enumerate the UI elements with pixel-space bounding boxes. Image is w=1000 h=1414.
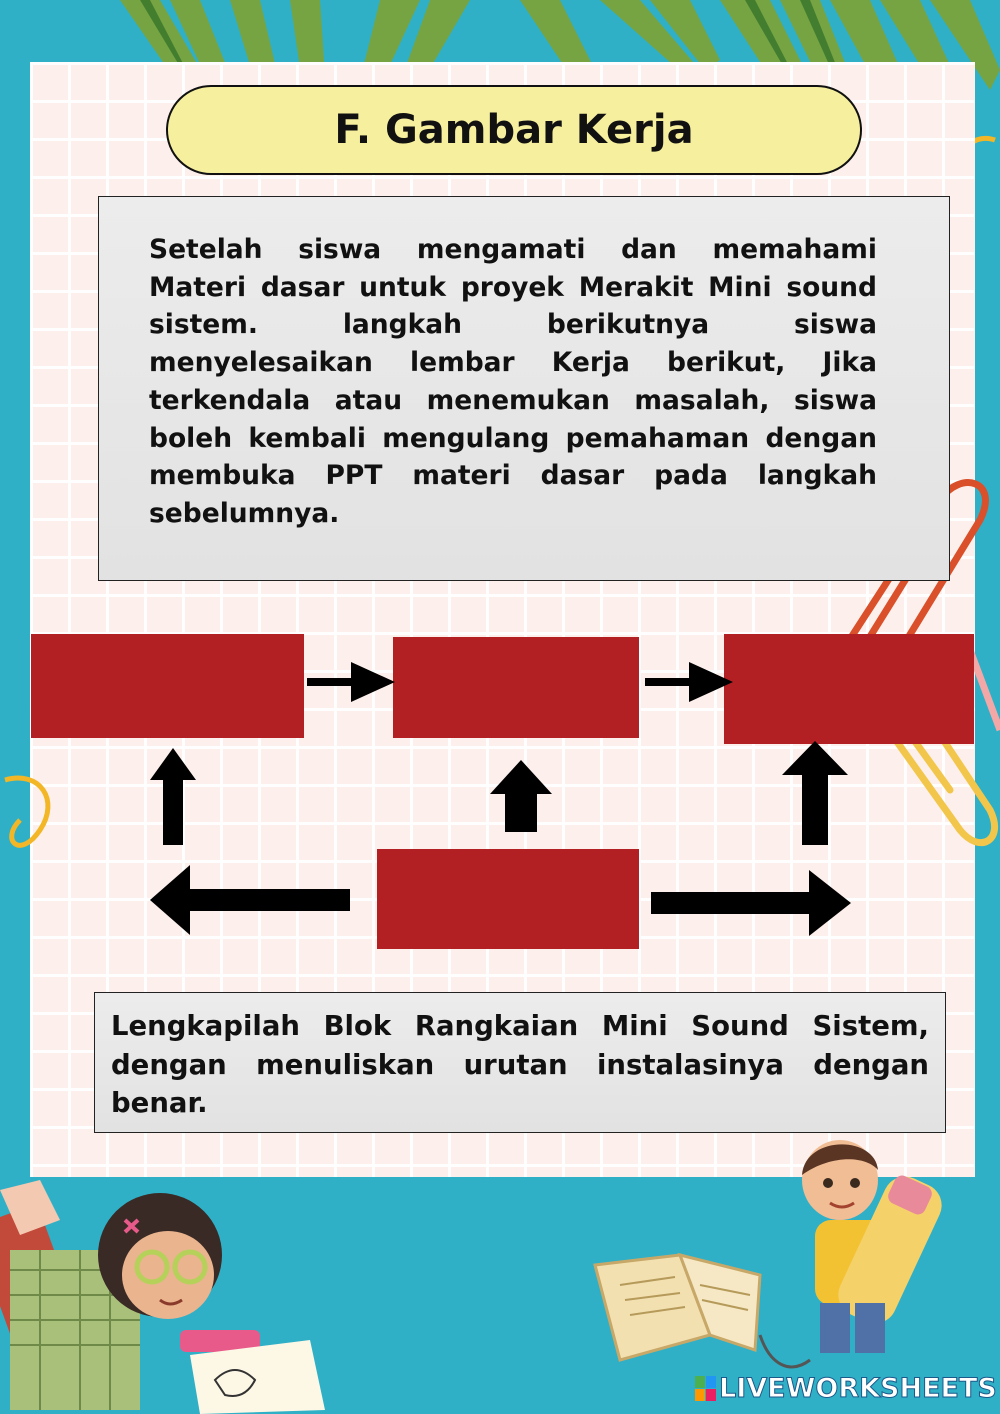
boy-pencil-illustration: [590, 1135, 990, 1375]
block-power[interactable]: [377, 849, 639, 949]
brand-logo: [695, 1373, 997, 1404]
arrow-right-3-icon: [651, 870, 851, 936]
liveworksheets-logo-icon: [695, 1376, 717, 1402]
block-input[interactable]: [31, 634, 304, 738]
page-title: F. Gambar Kerja: [334, 107, 694, 153]
arrow-right-1-icon: [307, 658, 397, 708]
block-process[interactable]: [393, 637, 639, 738]
instruction-box: [94, 992, 946, 1133]
intro-box: [98, 196, 950, 581]
instruction-text: Lengkapilah Blok Rangkaian Mini Sound Sistem, dengan menuliskan urutan instalasinya dengan benar.: [111, 1010, 929, 1119]
arrow-left-icon: [150, 865, 350, 935]
girl-drawing-illustration: [0, 1180, 330, 1414]
brand-text: LIVEWORKSHEETS: [719, 1373, 997, 1404]
arrow-right-2-icon: [645, 658, 735, 708]
title-pill: [166, 85, 862, 175]
arrow-up-right-icon: [780, 741, 850, 845]
squiggle-left-decoration: [0, 760, 70, 870]
intro-text: Setelah siswa mengamati dan memahami Materi dasar untuk proyek Merakit Mini sound sistem. langkah berikutnya siswa menyelesaikan lembar Kerja berikut, Jika terkendala atau menemukan masalah, siswa boleh kembali mengulang pemahaman dengan membuka PPT materi dasar pada langkah sebelumnya.: [149, 234, 877, 529]
arrow-up-center-icon: [488, 760, 554, 832]
arrow-up-left-icon: [148, 748, 198, 848]
block-output[interactable]: [724, 634, 974, 744]
